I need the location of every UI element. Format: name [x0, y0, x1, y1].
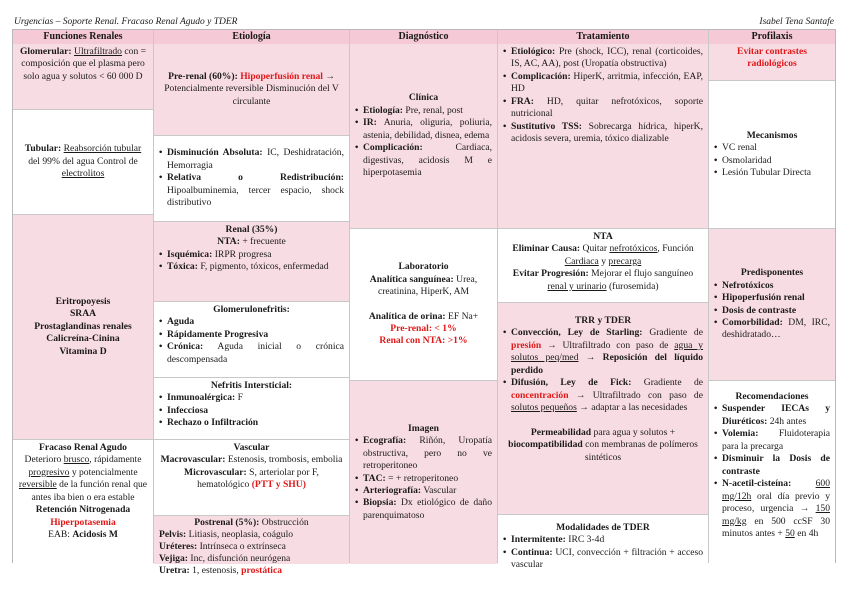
item-label: N-acetil-cisteína: [722, 478, 792, 490]
item-text: → Ultrafiltrado con paso de [575, 389, 703, 401]
item-label: Intermitente: [511, 534, 566, 546]
item-text: Gradiente de [643, 377, 703, 389]
modalidades-cell [498, 515, 708, 571]
uretra-red: prostática [241, 564, 283, 576]
item-underlined: solutos pequeños [511, 402, 577, 414]
clinica-title: Clínica [408, 92, 439, 104]
item-text: Riñón, Uropatía obstructiva, pero no ve retroperitoneo [363, 435, 492, 472]
nta-title: NTA [593, 231, 613, 242]
tub-underlined: Reabsorción tubular [63, 143, 142, 155]
imagen-title: Imagen [408, 422, 439, 434]
item-label: Comorbilidad: [722, 316, 783, 328]
postrenal-cell [154, 516, 349, 576]
item-text: en 4h [797, 528, 819, 540]
item-text: HiperK, arritmia, infección, EAP, HD [511, 70, 703, 95]
fra-progresivo: progresivo [28, 466, 70, 478]
item-text: DM, IRC, deshidratado… [722, 316, 830, 341]
prerenal-label: Pre-renal (60%): [168, 70, 238, 82]
item-text: IRC 3-4d [568, 534, 605, 546]
item-text: → Reposición del líquido perdido [511, 352, 704, 376]
list-item: • Dosis de contraste [714, 305, 830, 317]
item-label: Ecografía: [363, 435, 407, 447]
retencion: Retención Nitrogenada [35, 504, 131, 516]
evitar-underlined: renal y urinario [547, 280, 607, 292]
item-label: Etiológico: [511, 46, 556, 57]
postrenal-label: Postrenal (5%): [194, 517, 260, 528]
mod-title: Modalidades de TDER [556, 522, 650, 533]
list-item: • Rechazo o Infiltración [159, 417, 344, 429]
item-red: concentración [511, 389, 569, 401]
item-text: oral día previo y proceso, urgencia → [722, 490, 830, 515]
tub-label: Tubular: [24, 143, 62, 155]
item-underlined: agua y solutos peq/med [511, 339, 704, 364]
glomer-title: Glomerulonefritis: [213, 304, 290, 315]
vascular-title: Vascular [233, 442, 270, 453]
nta-label: NTA: [217, 236, 240, 248]
item-text: → adaptar a las necesidades [579, 402, 688, 414]
list-item: • VC renal [714, 142, 830, 154]
ureteres-label: Uréteres: [159, 540, 198, 552]
item-text: IC, Deshidratación, Hemorragia [167, 147, 344, 171]
list-item [159, 392, 344, 404]
item-label: Complicación: [363, 142, 423, 154]
col-etiologia [154, 30, 350, 576]
list-item [503, 377, 703, 414]
evitar-label: Evitar Progresión: [512, 268, 589, 280]
list-item [503, 96, 703, 121]
item-text: Vascular [423, 484, 457, 496]
hormona-item: Eritropoyesis [55, 295, 111, 307]
hormonas-cell [13, 215, 153, 440]
list-item [355, 105, 492, 117]
elim-underlined: Cardiaca [564, 255, 599, 267]
list-item [355, 142, 492, 179]
item-label: Disminución Absoluta: [167, 147, 263, 159]
item-text: Aguda inicial o crónica descompensada [167, 341, 344, 365]
hormona-item: Calicreína-Cinina [46, 333, 120, 345]
item-text: F [237, 392, 243, 404]
pred-title: Predisponentes [740, 267, 804, 279]
item-text: Sobrecarga hídrica, hiperK, acidosis severa, uremia, tóxico dializable [511, 120, 703, 145]
acidosis: Acidosis M [72, 529, 118, 541]
perm-text: para agua y solutos + [593, 426, 676, 438]
item-text: Pre (shock, ICC), renal (corticoides, IS, AC, AA), post (Uropatía obstructiva) [511, 46, 703, 70]
list-item [355, 473, 492, 485]
item-label: Complicación: [511, 70, 571, 82]
fra-text: de la función renal que antes iba bien o era estable [31, 479, 148, 503]
orina-text: EF Na+ [447, 310, 479, 322]
list-item [714, 478, 830, 540]
col-header-etiologia: Etiología [154, 30, 349, 45]
item-text: F, pigmento, tóxicos, enfermedad [200, 261, 329, 273]
item-label: Arteriografía: [363, 484, 422, 496]
glom-text: con = composición que el plasma pero solo agua y solutos < 60 000 D [21, 46, 147, 82]
glomerulonefritis-cell [154, 302, 349, 378]
micro-red: (PTT y SHU) [251, 479, 306, 491]
list-item [714, 428, 830, 453]
elim-underlined: nefrotóxicos [609, 243, 658, 255]
list-item [355, 497, 492, 522]
postrenal-text: Obstrucción [261, 517, 309, 528]
list-item [714, 403, 830, 428]
item-label: Difusión, Ley de Fick: [511, 377, 632, 389]
ureteres-text: Intrínseca o extrínseca [199, 540, 286, 552]
lab-title: Laboratorio [398, 261, 449, 273]
prerenal-text: → Potencialmente reversible Disminución del V circulante [164, 70, 339, 107]
trr-title: TRR y TDER [574, 315, 632, 326]
fra-text: , rápidamente [89, 454, 142, 466]
item-label: Relativa o Redistribución: [167, 172, 344, 184]
fra-cell [13, 440, 153, 564]
orina-prerenal: Pre-renal: < 1% [390, 322, 457, 334]
micro-label: Microvascular: [184, 466, 247, 478]
item-label: Volemia: [722, 428, 759, 440]
perm-text: con membranas de polímeros sintéticos [584, 439, 698, 463]
disminucion-cell [154, 136, 349, 222]
col-header-diagnostico: Diagnóstico [350, 30, 497, 45]
list-item [159, 249, 344, 261]
list-item: • Osmolaridad [714, 155, 830, 167]
item-label: TAC: [363, 472, 386, 484]
prerenal-cell [154, 44, 349, 136]
item-text: IRPR progresa [214, 248, 272, 260]
glom-underlined: Ultrafiltrado [74, 46, 122, 57]
elim-text: y [601, 255, 607, 267]
list-item: • Rápidamente Progresiva [159, 329, 344, 341]
orina-label: Analítica de orina: [368, 310, 446, 322]
item-text: = + retroperitoneo [388, 472, 459, 484]
col-tratamiento [498, 30, 709, 571]
item-text: HD, quitar nefrotóxicos, soporte nutricional [511, 95, 703, 120]
elim-underlined: precarga [608, 255, 642, 267]
item-red: presión [511, 339, 542, 351]
hormona-item: Vitamina D [59, 345, 107, 357]
mec-title: Mecanismos [746, 129, 798, 141]
item-label: Inmunoalérgica: [167, 392, 236, 404]
item-label: IR: [363, 117, 377, 129]
predisponentes-cell [709, 229, 835, 381]
recomendaciones-cell [709, 381, 835, 564]
item-text: Pre, renal, post [405, 104, 463, 116]
clinica-cell [350, 44, 497, 229]
list-item [159, 147, 344, 172]
vejiga-label: Vejiga: [159, 552, 188, 564]
evitar-text: (furosemida) [608, 280, 659, 292]
list-item: • Aguda [159, 316, 344, 328]
hiperpotasemia: Hiperpotasemia [50, 516, 116, 528]
macro-text: Estenosis, trombosis, embolia [227, 454, 343, 466]
item-text: Dx etiológico de daño parenquimatoso [363, 497, 492, 521]
hormona-item: Prostaglandinas renales [34, 320, 132, 332]
micro-text: S, arteriolar por F, hematológico [197, 466, 319, 491]
list-item: • Infecciosa [159, 405, 344, 417]
perm-label: Permeabilidad [530, 426, 592, 438]
evitar-text: Mejorar el flujo sanguíneo [591, 268, 694, 280]
item-text: Fluidoterapia para la precarga [722, 428, 830, 452]
item-label: Suspender IECAs y Diuréticos: [722, 403, 830, 427]
tub-underlined-2: electrolitos [61, 168, 105, 180]
list-item: • Hipoperfusión renal [714, 292, 830, 304]
item-text: → Ultrafiltrado con paso de [547, 339, 669, 351]
tubular-cell [13, 110, 153, 215]
header-right: Isabel Tena Santafe [759, 17, 834, 27]
item-label: Continua: [511, 546, 553, 558]
item-underlined: 150 mg/kg [722, 503, 830, 527]
header-left: Urgencias – Soporte Renal. Fracaso Renal Agudo y TDER [14, 17, 238, 27]
list-item [503, 547, 703, 572]
tratamiento-nta-cell [498, 229, 708, 303]
glomerular-cell [13, 44, 153, 110]
elim-text: Quitar [582, 243, 608, 255]
evitar-contrastes-cell [709, 44, 835, 81]
item-label: Tóxica: [167, 261, 198, 273]
uretra-text: 1, estenosis, [192, 564, 239, 576]
list-item [503, 534, 703, 546]
col-diagnostico [350, 30, 498, 562]
renal-cell [154, 222, 349, 302]
item-text: Gradiente de [649, 327, 703, 339]
fra-title: Fracaso Renal Agudo [39, 442, 127, 453]
fra-text: y potencialmente [71, 466, 138, 478]
fra-brusco: brusco [63, 454, 90, 466]
tratamiento-general-cell [498, 44, 708, 229]
trr-cell [498, 303, 708, 515]
list-item: • Lesión Tubular Directa [714, 167, 830, 179]
list-item [714, 317, 830, 342]
laboratorio-cell [350, 229, 497, 381]
item-label: Sustitutivo TSS: [511, 120, 582, 132]
elim-label: Eliminar Causa: [512, 243, 581, 255]
col-header-funciones: Funciones Renales [13, 30, 153, 45]
item-label: Etiología: [363, 104, 403, 116]
nefritis-cell [154, 378, 349, 440]
rec-title: Recomendaciones [735, 391, 809, 402]
list-item: • Nefrotóxicos [714, 280, 830, 292]
uretra-label: Uretra: [159, 564, 190, 576]
list-item [159, 341, 344, 366]
list-item [503, 71, 703, 96]
macro-label: Macrovascular: [160, 454, 226, 466]
analitica-text: Urea, creatinina, HiperK, AM [377, 273, 478, 298]
evitar-contrastes: Evitar contrastes radiológicos [737, 46, 807, 70]
renal-title: Renal (35%) [225, 224, 278, 235]
list-item [159, 261, 344, 273]
item-text: Anuria, oliguria, poliuria, astenia, debilidad, disnea, edema [363, 117, 492, 141]
item-underlined: 50 [785, 528, 795, 540]
list-item [503, 46, 703, 71]
col-header-profilaxis: Profilaxis [709, 30, 835, 45]
fra-reversible: reversible [18, 479, 57, 491]
list-item: • Disminuir la Dosis de contraste [714, 453, 830, 478]
eab-label: EAB: [48, 529, 70, 541]
analitica-label: Analítica sanguínea: [369, 273, 454, 285]
fra-text: Deterioro [24, 454, 62, 466]
item-label: FRA: [511, 95, 534, 107]
item-text: Cardiaca, digestivas, acidosis M e hiperpotasemia [363, 142, 492, 179]
tub-text: del 99% del agua Control de [28, 155, 138, 167]
list-item [355, 435, 492, 472]
prerenal-red: Hipoperfusión renal [240, 70, 323, 82]
biocomp-label: biocompatibilidad [508, 439, 583, 451]
item-label: Convección, Ley de Starling: [511, 327, 643, 339]
orina-nta: Renal con NTA: >1% [379, 335, 468, 347]
item-underlined: 600 mg/12h [722, 478, 830, 502]
nta-text: + frecuente [242, 236, 286, 248]
item-text: 24h antes [769, 415, 807, 427]
item-label: Biopsia: [363, 497, 397, 509]
list-item [503, 121, 703, 146]
item-text: en 500 ccSF 30 minutos antes + [722, 515, 830, 540]
pelvis-text: Litiasis, neoplasia, coágulo [188, 528, 294, 540]
col-header-tratamiento: Tratamiento [498, 30, 708, 45]
mecanismos-cell [709, 81, 835, 229]
item-text: UCI, convección + filtración + acceso vascular [511, 546, 703, 571]
hormona-item: SRAA [69, 308, 97, 320]
item-text: Hipoalbuminemia, tercer espacio, shock distributivo [167, 184, 344, 209]
list-item [355, 117, 492, 142]
vascular-cell [154, 440, 349, 516]
summary-table [12, 29, 836, 576]
col-funciones [13, 30, 154, 562]
list-item [159, 172, 344, 209]
pelvis-label: Pelvis: [159, 528, 187, 540]
col-profilaxis [709, 30, 835, 562]
list-item [503, 327, 703, 377]
item-label: Crónica: [167, 341, 204, 353]
list-item [355, 485, 492, 497]
glom-label: Glomerular: [19, 46, 72, 57]
imagen-cell [350, 381, 497, 564]
vejiga-text: Inc, disfunción neurógena [190, 552, 291, 564]
nefritis-title: Nefritis Intersticial: [210, 380, 293, 391]
elim-text: , Función [657, 243, 694, 255]
item-label: Isquémica: [167, 248, 213, 260]
